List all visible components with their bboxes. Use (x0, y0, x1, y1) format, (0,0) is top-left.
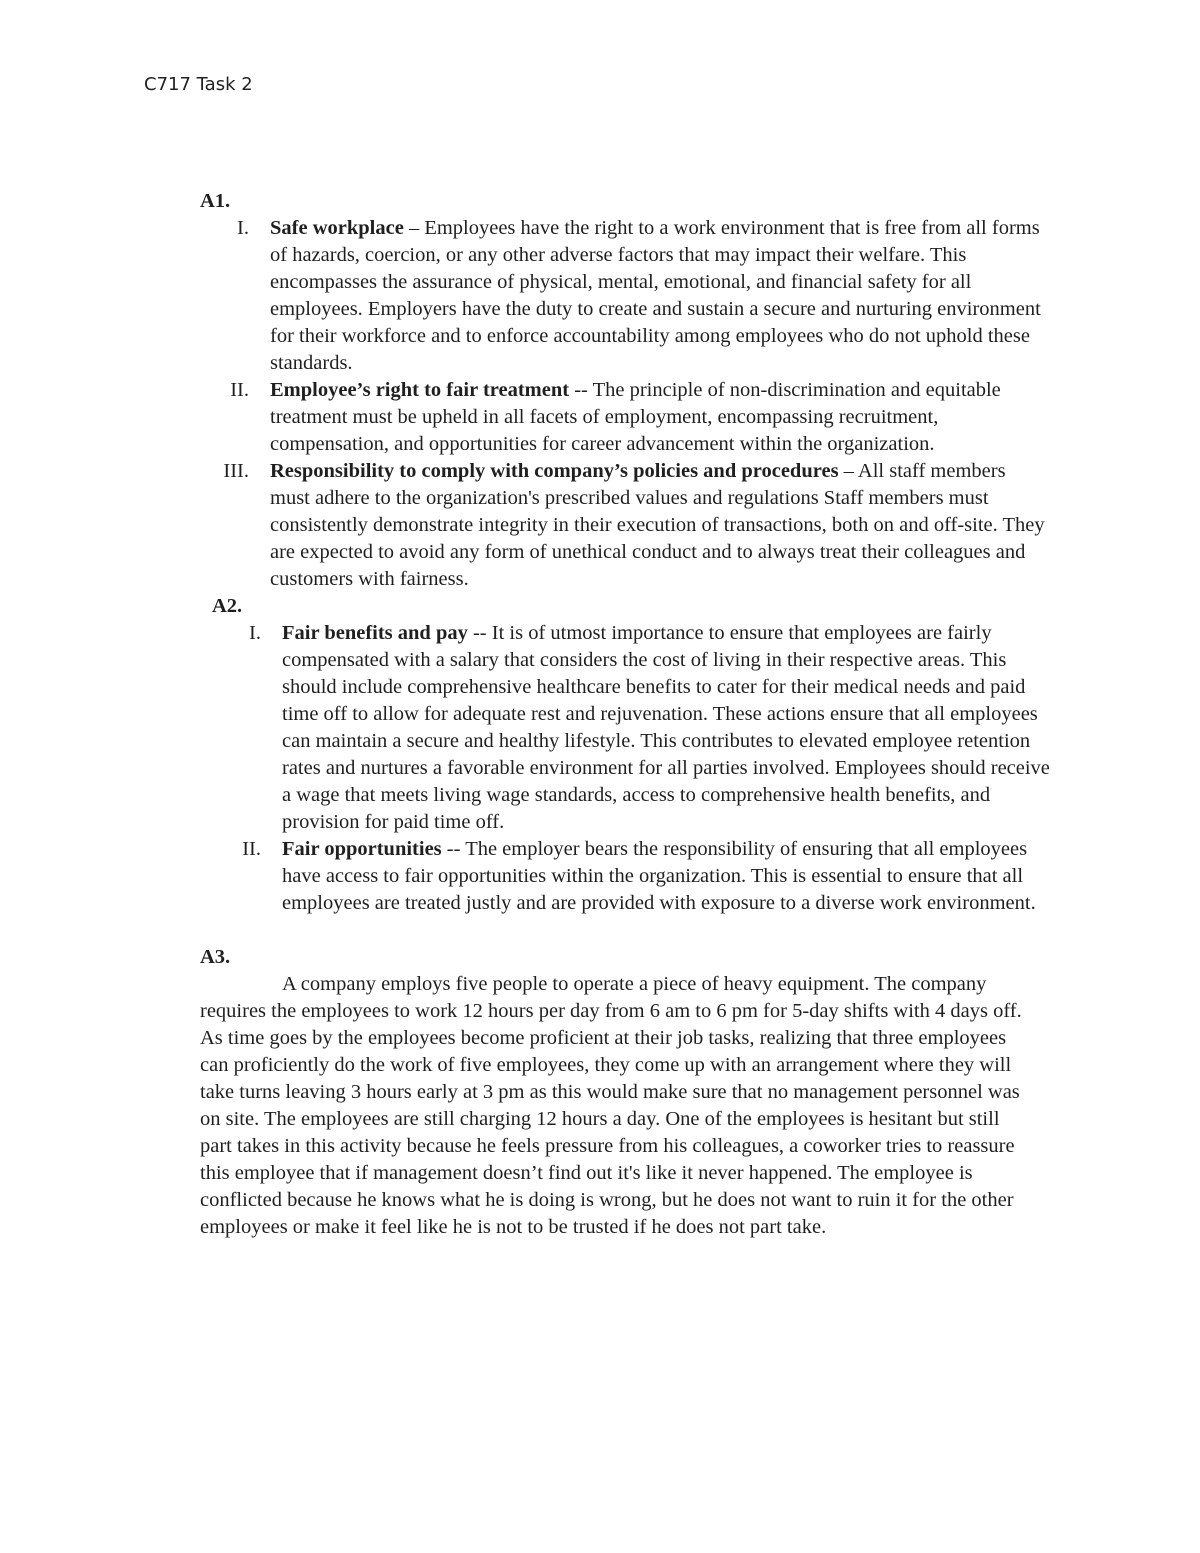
list-item-title: Employee’s right to fair treatment (270, 379, 570, 401)
list-item-title: Responsibility to comply with company’s policies and procedures (270, 460, 839, 482)
section-heading-a2: A2. (212, 595, 243, 617)
list-item (200, 620, 1050, 836)
list-item-title: Safe workplace (270, 217, 404, 239)
list-numeral: III. (223, 460, 249, 482)
list-item-body (270, 377, 1050, 458)
list-numeral: I. (237, 217, 249, 239)
list-item-body (270, 458, 1050, 593)
list-item-body (282, 620, 1050, 836)
list-item-body (270, 215, 1050, 377)
page-header: C717 Task 2 (144, 74, 253, 95)
list-item-text: -- The employer bears the responsibility of ensuring that all employees have access to fair opportunities within the organization. This is essential to ensure that all employees are treated justly and are provided with exposure to a diverse work environment. (282, 838, 1036, 914)
list-item-body (282, 836, 1050, 917)
list-numeral: I. (249, 622, 261, 644)
list-item-text: -- The principle of non-discrimination and equitable treatment must be upheld in all facets of employment, encompassing recruitment, compensation, and opportunities for career advancement within the organization. (270, 379, 1001, 455)
document-body (200, 188, 1050, 1241)
list-numeral: II. (242, 838, 261, 860)
list-item-text: – Employees have the right to a work environment that is free from all forms of hazards, coercion, or any other adverse factors that may impact their welfare. This encompasses the assurance of physical, mental, emotional, and financial safety for all employees. Employers have the duty to create and sustain a secure and nurturing environment for their workforce and to enforce accountability among employees who do not uphold these standards. (270, 217, 1041, 374)
list-item (200, 458, 1050, 593)
list-item-text: -- It is of utmost importance to ensure that employees are fairly compensated with a salary that considers the cost of living in their respective areas. This should include comprehensive healthcare benefits to cater for their medical needs and paid time off to allow for adequate rest and rejuvenation. These actions ensure that all employees can maintain a secure and healthy lifestyle. This contributes to elevated employee retention rates and nurtures a favorable environment for all parties involved. Employees should receive a wage that meets living wage standards, access to comprehensive health benefits, and provision for paid time off. (282, 622, 1050, 833)
a2-list (200, 620, 1050, 917)
section-heading-a1: A1. (200, 190, 231, 212)
list-item-title: Fair benefits and pay (282, 622, 468, 644)
list-item (200, 215, 1050, 377)
list-item-title: Fair opportunities (282, 838, 442, 860)
section-heading-a3: A3. (200, 946, 231, 968)
a1-list (200, 215, 1050, 593)
list-numeral: II. (230, 379, 249, 401)
list-item (200, 377, 1050, 458)
scenario-paragraph: A company employs five people to operate a piece of heavy equipment. The company requires the employees to work 12 hours per day from 6 am to 6 pm for 5-day shifts with 4 days off. As time goes by the employees become proficient at their job tasks, realizing that three employees can proficiently do the work of five employees, they come up with an arrangement where they will take turns leaving 3 hours early at 3 pm as this would make sure that no management personnel was on site. The employees are still charging 12 hours a day. One of the employees is hesitant but still part takes in this activity because he feels pressure from his colleagues, a coworker tries to reassure this employee that if management doesn’t find out it's like it never happened. The employee is conflicted because he knows what he is doing is wrong, but he does not want to ruin it for the other employees or make it feel like he is not to be trusted if he does not part take. (200, 973, 1022, 1238)
list-item-text: – All staff members must adhere to the organization's prescribed values and regulations Staff members must consistently demonstrate integrity in their execution of transactions, both on and off-site. They are expected to avoid any form of unethical conduct and to always treat their colleagues and customers with fairness. (270, 460, 1045, 590)
list-item (200, 836, 1050, 917)
